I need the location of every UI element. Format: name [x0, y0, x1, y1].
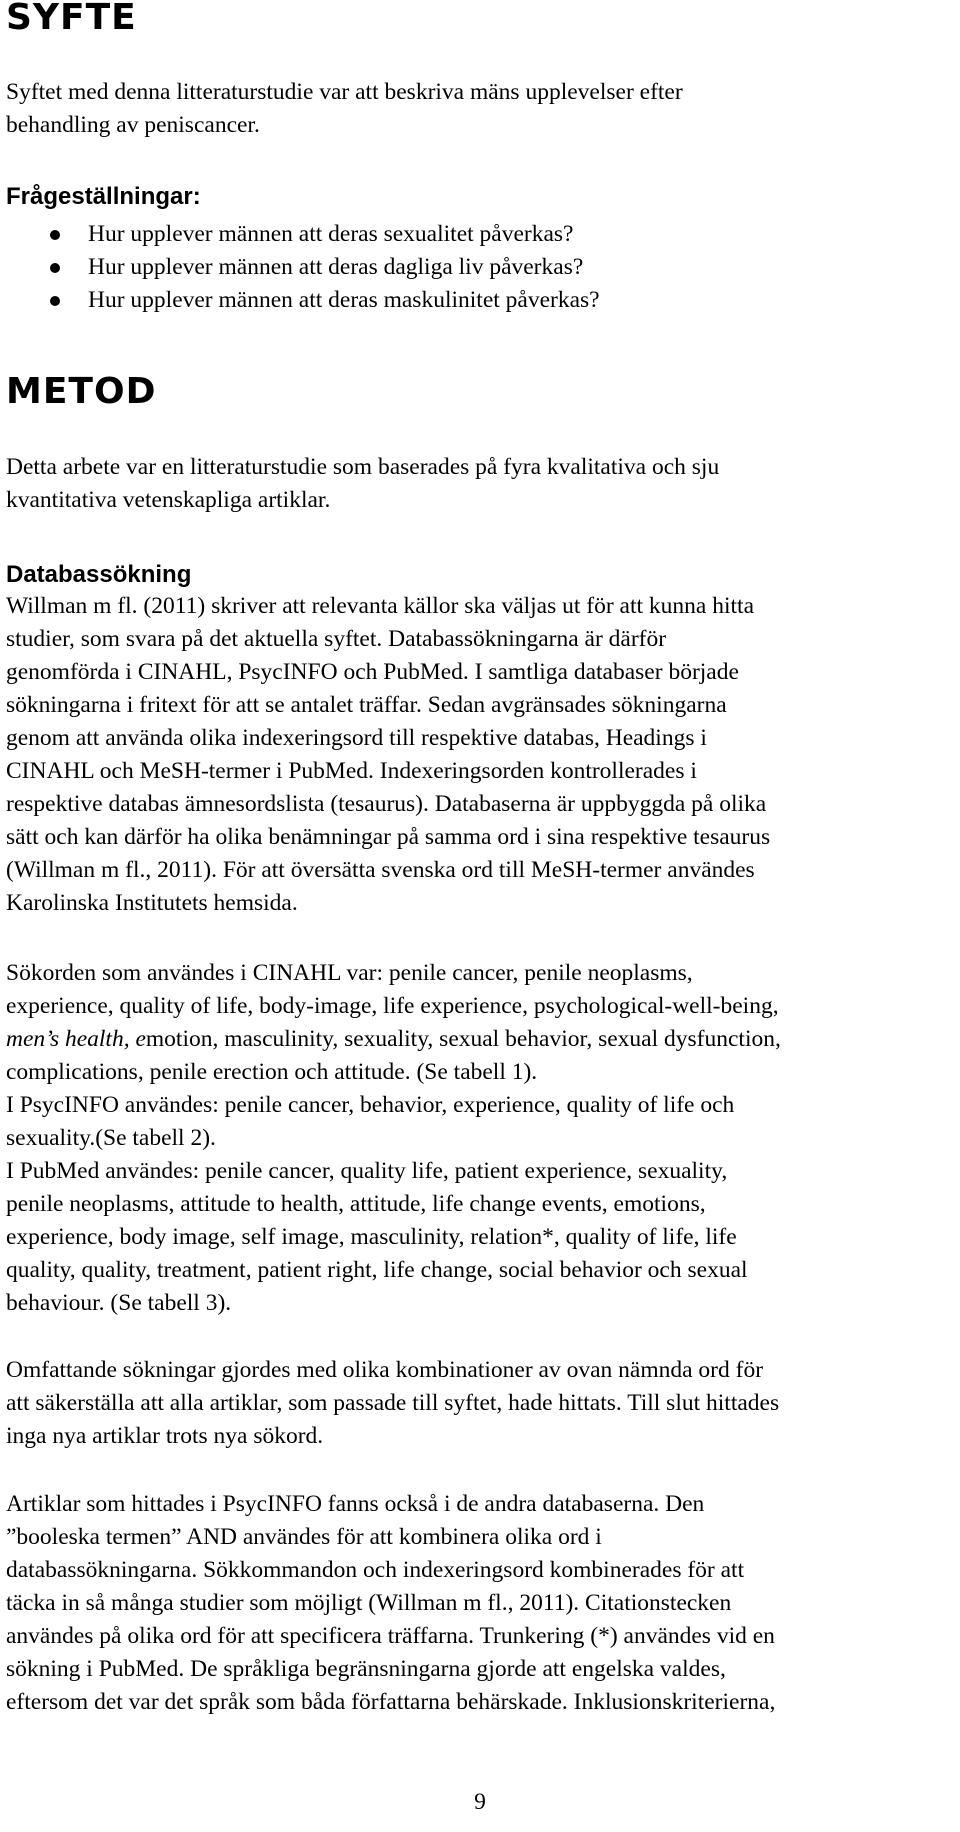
- heading-fragestallningar: Frågeställningar:: [6, 183, 201, 210]
- list-item-text: Hur upplever männen att deras sexualitet påverkas?: [88, 221, 574, 247]
- bullet-icon: [50, 263, 60, 273]
- text-span: motion, masculinity, sexuality, sexual behavior, sexual dysfunction,: [145, 1026, 781, 1052]
- text-line: I PubMed användes: penile cancer, quality life, patient experience, sexuality,: [6, 1158, 728, 1184]
- text-line: experience, body image, self image, masculinity, relation*, quality of life, life: [6, 1224, 737, 1250]
- text-line: databassökningarna. Sökkommandon och indexeringsord kombinerades för att: [6, 1557, 745, 1583]
- text-line: (Willman m fl., 2011). För att översätta svenska ord till MeSH-termer användes: [6, 857, 755, 883]
- text-line: att säkerställa att alla artiklar, som passade till syftet, hade hittats. Till slut hittades: [6, 1390, 780, 1416]
- text-line: sökningarna i fritext för att se antalet träffar. Sedan avgränsades sökningarna: [6, 692, 727, 718]
- paragraph-metod: [6, 451, 956, 517]
- text-line: kvantitativa vetenskapliga artiklar.: [6, 487, 331, 513]
- text-line: Willman m fl. (2011) skriver att relevanta källor ska väljas ut för att kunna hitta: [6, 593, 754, 619]
- text-line: behandling av peniscancer.: [6, 112, 260, 138]
- paragraph-syfte: [6, 76, 956, 142]
- text-line: Syftet med denna litteraturstudie var att beskriva mäns upplevelser efter: [6, 79, 683, 105]
- text-line: studier, som svara på det aktuella syftet. Databassökningarna är därför: [6, 626, 667, 652]
- text-line: täcka in så många studier som möjligt (Willman m fl., 2011). Citationstecken: [6, 1590, 732, 1616]
- text-line: penile neoplasms, attitude to health, attitude, life change events, emotions,: [6, 1191, 706, 1217]
- text-line: eftersom det var det språk som båda författarna behärskade. Inklusionskriterierna,: [6, 1689, 776, 1715]
- text-line: Artiklar som hittades i PsycINFO fanns också i de andra databaserna. Den: [6, 1491, 705, 1517]
- text-line: experience, quality of life, body-image, life experience, psychological-well-being,: [6, 993, 779, 1019]
- text-line: [6, 1023, 956, 1056]
- text-line: inga nya artiklar trots nya sökord.: [6, 1423, 324, 1449]
- heading-metod: METOD: [6, 371, 157, 412]
- text-line: genom att använda olika indexeringsord till respektive databas, Headings i: [6, 725, 707, 751]
- list-item: [0, 251, 600, 284]
- page-number: 9: [474, 1789, 486, 1815]
- paragraph-omfattande: [6, 1354, 956, 1453]
- text-line: quality, quality, treatment, patient right, life change, social behavior och sexual: [6, 1257, 748, 1283]
- text-line: sätt och kan därför ha olika benämningar på samma ord i sina respektive tesaurus: [6, 824, 771, 850]
- paragraph-databassokning: [6, 590, 956, 920]
- paragraph-artiklar: [6, 1488, 956, 1719]
- text-line: I PsycINFO användes: penile cancer, behavior, experience, quality of life och: [6, 1092, 735, 1118]
- list-item: [0, 218, 600, 251]
- question-list: [0, 218, 600, 317]
- text-line: sökning i PubMed. De språkliga begränsningarna gjorde att engelska valdes,: [6, 1656, 726, 1682]
- paragraph-sokord: [6, 957, 956, 1320]
- text-line: ”booleska termen” AND användes för att kombinera olika ord i: [6, 1524, 602, 1550]
- text-line: behaviour. (Se tabell 3).: [6, 1290, 232, 1316]
- text-line: Omfattande sökningar gjordes med olika kombinationer av ovan nämnda ord för: [6, 1357, 764, 1383]
- text-line: genomförda i CINAHL, PsycINFO och PubMed. I samtliga databaser började: [6, 659, 739, 685]
- text-line: Sökorden som användes i CINAHL var: penile cancer, penile neoplasms,: [6, 960, 693, 986]
- text-line: CINAHL och MeSH-termer i PubMed. Indexeringsorden kontrollerades i: [6, 758, 697, 784]
- list-item: [0, 284, 600, 317]
- text-line: användes på olika ord för att specificera träffarna. Trunkering (*) användes vid en: [6, 1623, 775, 1649]
- text-line: complications, penile erection och attitude. (Se tabell 1).: [6, 1059, 538, 1085]
- text-line: respektive databas ämnesordslista (tesaurus). Databaserna är uppbyggda på olika: [6, 791, 767, 817]
- bullet-icon: [50, 230, 60, 240]
- text-line: Detta arbete var en litteraturstudie som baserades på fyra kvalitativa och sju: [6, 454, 720, 480]
- list-item-text: Hur upplever männen att deras dagliga liv påverkas?: [88, 254, 584, 280]
- bullet-icon: [50, 296, 60, 306]
- text-line: sexuality.(Se tabell 2).: [6, 1125, 216, 1151]
- text-line: Karolinska Institutets hemsida.: [6, 890, 298, 916]
- heading-databassokning: Databassökning: [6, 561, 192, 588]
- italic-text: men’s health, e: [6, 1026, 146, 1052]
- list-item-text: Hur upplever männen att deras maskulinitet påverkas?: [88, 287, 600, 313]
- heading-syfte: SYFTE: [6, 0, 137, 38]
